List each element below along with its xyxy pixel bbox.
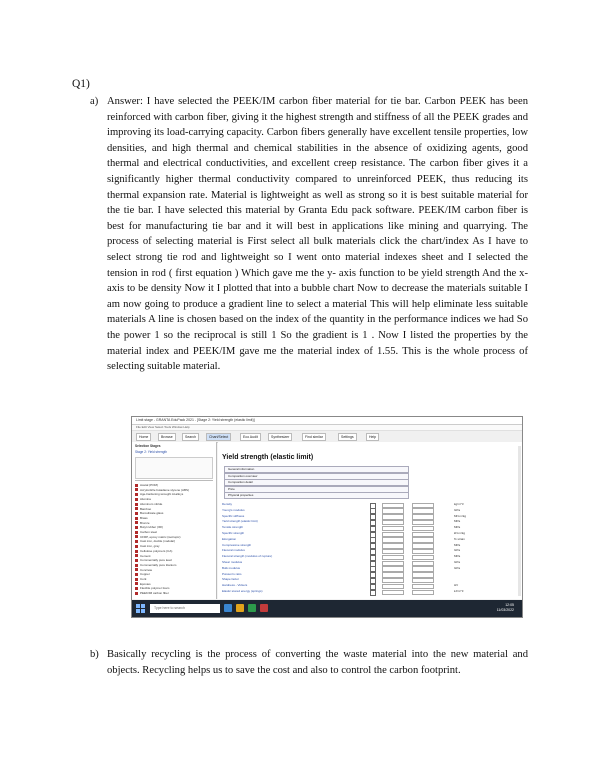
property-name[interactable]: Specific stiffness	[222, 513, 245, 518]
material-list-item[interactable]	[135, 497, 213, 501]
material-icon	[135, 568, 138, 571]
material-name: Cement	[140, 553, 151, 558]
taskbar-search-input[interactable]: Type here to search	[150, 604, 220, 613]
material-list-item[interactable]	[135, 521, 213, 525]
material-name: Alumina	[140, 497, 151, 502]
windows-start-icon[interactable]	[136, 604, 145, 613]
property-row	[222, 543, 520, 548]
taskbar-app-icon[interactable]	[224, 604, 232, 612]
material-icon	[135, 582, 138, 585]
material-icon	[135, 493, 138, 496]
material-icon	[135, 535, 138, 538]
material-list-item[interactable]	[135, 507, 213, 511]
property-unit: GPa	[454, 507, 461, 512]
property-row	[222, 502, 520, 507]
material-icon	[135, 559, 138, 562]
material-list-item[interactable]	[135, 530, 213, 534]
property-row	[222, 548, 520, 553]
material-name: Age-hardening wrought Al-alloys	[140, 492, 184, 497]
material-list-item[interactable]	[135, 511, 213, 515]
material-icon	[135, 564, 138, 567]
toolbar-synthesizer-button[interactable]: Synthesizer	[268, 433, 292, 441]
material-list-item[interactable]	[135, 502, 213, 506]
toolbar-search-button[interactable]: Search	[182, 433, 199, 441]
browser-icon[interactable]	[248, 604, 256, 612]
material-list-item[interactable]	[135, 582, 213, 586]
material-list-item[interactable]	[135, 535, 213, 539]
property-unit: HV	[454, 583, 459, 588]
material-icon	[135, 554, 138, 557]
property-row	[222, 508, 520, 513]
toolbar-home-button[interactable]: Home	[136, 433, 151, 441]
material-icon	[135, 521, 138, 524]
selection-panel-header: Selection Stages	[135, 444, 161, 448]
material-icon	[135, 507, 138, 510]
panel-divider	[135, 480, 213, 481]
property-name[interactable]: Bulk modulus	[222, 565, 241, 570]
datasheet-panel	[218, 442, 522, 599]
material-list-item[interactable]	[135, 525, 213, 529]
material-name: Commercially pure lead	[140, 558, 172, 563]
material-name: Bronze	[140, 520, 150, 525]
datasheet-title: Yield strength (elastic limit)	[222, 454, 314, 461]
datasheet-scrollbar[interactable]	[518, 446, 521, 596]
toolbar-settings-button[interactable]: Settings	[338, 433, 357, 441]
answer-a	[90, 94, 528, 375]
property-unit: GPa	[454, 565, 461, 570]
property-min-input[interactable]	[382, 590, 404, 596]
material-list-item[interactable]	[135, 577, 213, 581]
material-icon	[135, 512, 138, 515]
clock-date: 11/03/2022	[496, 608, 514, 612]
material-list-item[interactable]	[135, 492, 213, 496]
material-name: CFRP, epoxy matrix (isotropic)	[140, 534, 181, 539]
property-name[interactable]: Yield strength (elastic limit)	[222, 519, 258, 524]
material-name: Flexible polymer foam	[140, 586, 170, 591]
app-menubar: File Edit View Select Tools Window Help	[132, 425, 522, 431]
property-name[interactable]: Hardness - Vickers	[222, 583, 248, 588]
property-row	[222, 583, 520, 588]
selection-stage-label: Stage 2: Yield strength	[135, 450, 168, 454]
material-icon	[135, 587, 138, 590]
property-name[interactable]: Poisson's ratio	[222, 571, 242, 576]
material-name: Concrete	[140, 567, 153, 572]
stage-list-box	[135, 457, 213, 479]
property-row	[222, 577, 520, 582]
property-name[interactable]: Flexural modulus	[222, 548, 245, 553]
datasheet-section-header[interactable]: Composition detail	[224, 479, 409, 486]
material-list-item[interactable]	[135, 516, 213, 520]
material-list-item[interactable]	[135, 558, 213, 562]
material-name: Cellulose polymers (CA)	[140, 548, 173, 553]
material-name: Acetal (POM)	[140, 483, 159, 487]
material-list-item[interactable]	[135, 488, 213, 492]
property-row	[222, 554, 520, 559]
material-list-item[interactable]	[135, 483, 213, 487]
material-list-item[interactable]	[135, 544, 213, 548]
material-icon	[135, 484, 138, 487]
answer-b	[90, 647, 528, 678]
property-name[interactable]: Elastic stored energy (springs)	[222, 589, 263, 593]
property-name[interactable]: Shape factor	[222, 577, 240, 582]
property-row	[222, 519, 520, 524]
material-icon	[135, 540, 138, 543]
toolbar-chart-select-button[interactable]: Chart/Select	[206, 433, 231, 441]
material-name: Bamboo	[140, 506, 152, 511]
material-icon	[135, 526, 138, 529]
answer-a-text: Answer: I have selected the PEEK/IM carbon fiber material for tie bar. Carbon PEEK has been reinforced with carbon fiber, giving it the highest strength and stiffness of all the PEEK grades and improving its load-carrying capacity. Carbon fibers generally have excellent tensile properties, low densities, and high thermal and chemical stabilities in the absence of oxidizing agents, good thermal and electrical conductivities, and excellent creep resistance. The carbon fiber gives it a significantly higher thermal conductivity compared to unreinforced PEEK, thus reducing its thermal expansion rate. Material is lightweight as well as strong so it is best suitable material for the tie bar. I have selected this material by Granta Edu pack software. PEEK/IM carbon fiber is best for manufacturing tie bar and it will best in applications like mining and quarrying. The process of selecting material is First select all bulk materials click the chart/index As I have to select strong tie rod and lightweight so I went onto material indexes sheet and I selected the tension in rod ( first equation ) Which gave me the y- axis function to be yield strength And the x- axis to be density Now it I plotted that into a bubble chart Now to decrease the materials suitable I am now going to produce a gradient line to select a material This will help eliminate less suitable materials A line is chosen based on the index of the quantity in the performance indices we had So the power 1 so the reciprocal is still 1 So the gradient is 1 . Now I listed the properties by the material index and PEEK/IM gave me the material index of 1.55. This is the whole process of selecting suitable material.	[107, 96, 528, 373]
material-name: Acrylonitrile butadiene styrene (ABS)	[140, 487, 190, 492]
property-name[interactable]: Elongation	[222, 536, 237, 541]
property-name[interactable]: Compressive strength	[222, 542, 252, 547]
property-row	[222, 537, 520, 542]
material-icon	[135, 498, 138, 501]
datasheet-section-header[interactable]: Composition overview	[224, 473, 409, 480]
material-icon	[135, 531, 138, 534]
question-label: Q1)	[72, 78, 90, 90]
material-name: Carbon steel	[140, 530, 158, 534]
datasheet-section-header[interactable]: Price	[224, 486, 409, 493]
toolbar-help-button[interactable]: Help	[366, 433, 379, 441]
material-list-item[interactable]	[135, 563, 213, 567]
material-icon	[135, 488, 138, 491]
property-row	[222, 514, 520, 519]
material-name: Cork	[140, 577, 147, 581]
toolbar-browse-button[interactable]: Browse	[158, 433, 176, 441]
answer-b-text: Basically recycling is the process of converting the waste material into the new material and objects. Recycling helps us to save the cost and also to control the carbon footprint.	[107, 649, 528, 676]
property-row	[222, 572, 520, 577]
material-list-item[interactable]	[135, 572, 213, 576]
property-unit: MPa	[454, 519, 461, 524]
clock-time: 12:05	[505, 603, 514, 607]
property-unit: MPa	[454, 525, 461, 530]
material-name: Commercially pure titanium	[140, 562, 177, 567]
property-unit: kJ/m^3	[454, 589, 464, 593]
taskbar-clock	[497, 603, 514, 613]
datasheet-section-header[interactable]: General information	[224, 466, 409, 473]
answer-b-label: b)	[90, 649, 99, 660]
property-row	[222, 560, 520, 565]
material-icon	[135, 503, 138, 506]
material-list-item[interactable]	[135, 554, 213, 558]
property-unit: kg/m^3	[454, 502, 464, 506]
material-icon	[135, 550, 138, 553]
granta-edupack-icon[interactable]	[260, 604, 268, 612]
property-unit: MPa	[454, 554, 461, 559]
material-name: Copper	[140, 572, 150, 577]
material-list-item[interactable]	[135, 539, 213, 543]
property-unit: % strain	[454, 536, 465, 541]
material-list-item[interactable]	[135, 549, 213, 553]
property-unit: GPa	[454, 548, 461, 553]
property-row	[222, 566, 520, 571]
property-name[interactable]: Shear modulus	[222, 560, 243, 564]
property-unit: kN.m/kg	[454, 531, 466, 535]
material-list-item[interactable]	[135, 586, 213, 590]
material-name: Aluminum nitride	[140, 501, 163, 506]
material-name: Butyl rubber (IIR)	[140, 525, 163, 530]
material-icon	[135, 545, 138, 548]
selection-panel	[132, 442, 217, 599]
property-unit: GPa	[454, 560, 461, 564]
app-titlebar	[132, 417, 522, 425]
material-icon	[135, 592, 138, 595]
toolbar-eco-audit-button[interactable]: Eco Audit	[240, 433, 261, 441]
property-unit: MN.m/kg	[454, 513, 466, 518]
property-max-input[interactable]	[412, 590, 434, 596]
file-explorer-icon[interactable]	[236, 604, 244, 612]
material-name: Brass	[140, 515, 148, 520]
datasheet-section-header[interactable]: Physical properties	[224, 492, 409, 499]
property-name[interactable]: Specific strength	[222, 531, 245, 535]
property-name[interactable]: Young's modulus	[222, 507, 245, 512]
property-unit: MPa	[454, 542, 461, 547]
material-icon	[135, 573, 138, 576]
property-name[interactable]: Flexural strength (modulus of rupture)	[222, 554, 273, 559]
property-checkbox[interactable]	[370, 590, 376, 596]
material-name: Cast iron, gray	[140, 544, 160, 549]
material-name: Cast iron, ductile (nodular)	[140, 539, 176, 544]
property-row	[222, 589, 520, 594]
material-icon	[135, 578, 138, 581]
property-name[interactable]: Tensile strength	[222, 525, 244, 530]
property-row	[222, 531, 520, 536]
answer-a-label: a)	[90, 96, 99, 107]
embedded-software-screenshot	[131, 416, 523, 618]
material-list-item[interactable]	[135, 568, 213, 572]
app-window-title: Limit stage - GRANTA EduPack 2021 - [Stage 2: Yield strength (elastic limit)]	[136, 418, 255, 422]
material-icon	[135, 517, 138, 520]
material-name: Borosilicate glass	[140, 511, 164, 516]
windows-taskbar	[132, 600, 522, 617]
toolbar-find-similar-button[interactable]: Find similar	[302, 433, 326, 441]
material-name: PEEK/IM carbon fiber	[140, 591, 169, 596]
property-name[interactable]: Density	[222, 502, 233, 506]
property-row	[222, 525, 520, 530]
material-list-item[interactable]	[135, 591, 213, 595]
material-name: Epoxies	[140, 581, 151, 586]
